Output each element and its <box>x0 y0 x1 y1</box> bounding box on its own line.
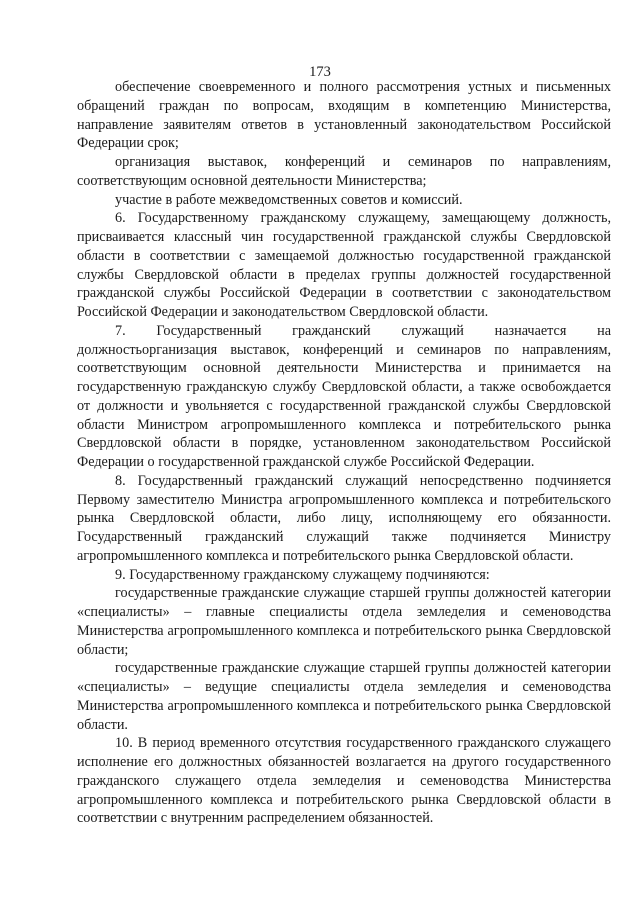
paragraph-citizen-appeals: обеспечение своевременного и полного рассмотрения устных и письменных обращений граждан по вопросам, входящим в компетенцию Министерства, направление заявителям ответов в установленный законодательством Российской Федерации срок; <box>77 79 611 152</box>
page-number: 173 <box>309 64 331 80</box>
paragraph-section-9: 9. Государственному гражданскому служащему подчиняются: <box>115 566 490 583</box>
paragraph-exhibitions: организация выставок, конференций и семинаров по направлениям, соответствующим основной деятельности Министерства; <box>77 154 611 189</box>
paragraph-section-6: 6. Государственному гражданскому служащему, замещающему должность, присваивается классный чин государственной гражданской службы Свердловской области в соответствии с замещаемой должностью государственной гражданской службы Свердловской области в пределах группы должностей государственной гражданской службы Российской Федерации в соответствии с законодательством Российской Федерации и законодательством Свердловской области. <box>77 210 611 320</box>
paragraph-councils: участие в работе межведомственных советов и комиссий. <box>115 191 463 208</box>
paragraph-section-7: 7. Государственный гражданский служащий назначается на должностьорганизация выставок, конференций и семинаров по направлениям, соответствующим основной деятельности Министерства и принимается на государственную гражданскую службу Свердловской области, а также освобождается от должности и увольняется с государственной гражданской службы Свердловской области Министром агропромышленного комплекса и потребительского рынка Свердловской области в порядке, установленном законодательством Российской Федерации о государственной гражданской службе Российской Федерации. <box>77 322 611 470</box>
document-body <box>77 78 611 828</box>
paragraph-chief-specialists: государственные гражданские служащие старшей группы должностей категории «специалисты» – главные специалисты отдела земледелия и семеноводства Министерства агропромышленного комплекса и потребительского рынка Свердловской области; <box>77 585 611 658</box>
paragraph-section-8: 8. Государственный гражданский служащий непосредственно подчиняется Первому заместителю Министра агропромышленного комплекса и потребительского рынка Свердловской области, либо лицу, исполняющему его обязанности. Государственный гражданский служащий также подчиняется Министру агропромышленного комплекса и потребительского рынка Свердловской области. <box>77 472 611 564</box>
paragraph-leading-specialists: государственные гражданские служащие старшей группы должностей категории «специалисты» – ведущие специалисты отдела земледелия и семеноводства Министерства агропромышленного комплекса и потребительского рынка Свердловской области. <box>77 660 611 733</box>
paragraph-section-10: 10. В период временного отсутствия государственного гражданского служащего исполнение его должностных обязанностей возлагается на другого государственного гражданского служащего отдела земледелия и семеноводства Министерства агропромышленного комплекса и потребительского рынка Свердловской области в соответствии с внутренним распределением обязанностей. <box>77 735 611 827</box>
